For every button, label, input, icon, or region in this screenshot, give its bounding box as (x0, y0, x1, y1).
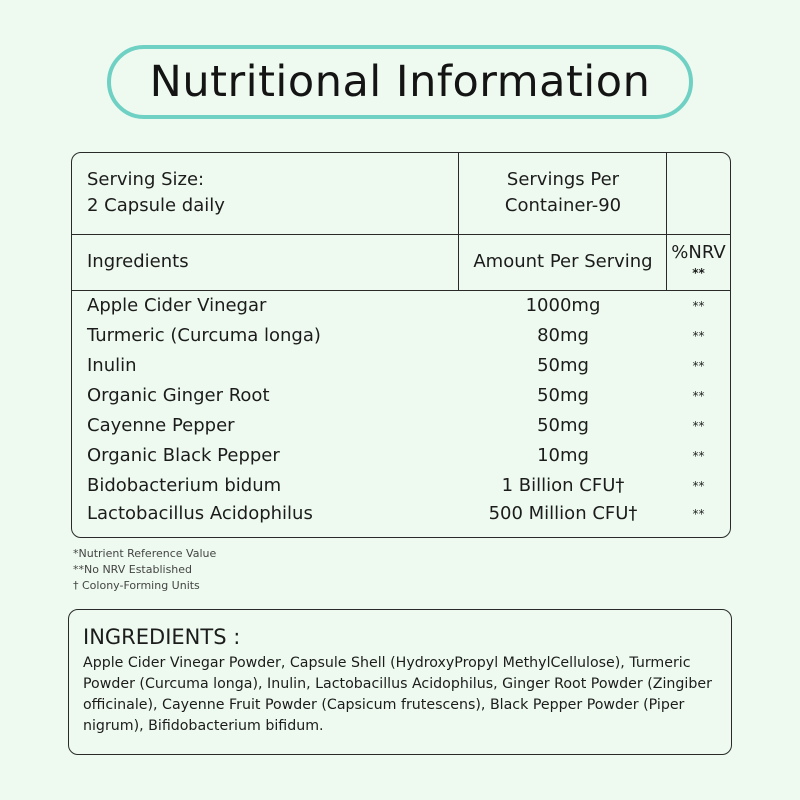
ingredient-nrv: ** (692, 329, 705, 343)
footnotes (73, 546, 216, 594)
servings-per-container (459, 167, 667, 219)
ingredient-name: Bidobacterium bidum (87, 475, 282, 496)
ingredient-amount: 50mg (537, 415, 589, 436)
ingredient-nrv: ** (692, 359, 705, 373)
ingredient-nrv: ** (692, 299, 705, 313)
nrv-header (667, 240, 730, 280)
ingredient-amount: 10mg (537, 445, 589, 466)
serving-size-label: Serving Size: (87, 169, 205, 190)
ingredient-amount: 80mg (537, 325, 589, 346)
ingredient-name: Organic Ginger Root (87, 385, 270, 406)
ingredient-nrv: ** (692, 419, 705, 433)
ingredient-name: Apple Cider Vinegar (87, 295, 267, 316)
ingredient-name: Turmeric (Curcuma longa) (87, 325, 321, 346)
table-row (72, 413, 730, 443)
nutrition-facts-table (71, 152, 731, 538)
page-title: Nutritional Information (107, 45, 693, 119)
nrv-header-mark: ** (692, 266, 705, 280)
footnote-no-nrv: **No NRV Established (73, 563, 193, 576)
ingredient-nrv: ** (692, 479, 705, 493)
ingredients-box (68, 609, 732, 755)
ingredient-name: Organic Black Pepper (87, 445, 280, 466)
ingredients-header: Ingredients (87, 251, 189, 272)
ingredient-amount: 1000mg (525, 295, 601, 316)
ingredient-name: Inulin (87, 355, 137, 376)
table-row (72, 353, 730, 383)
servings-per-value: Container-90 (504, 195, 622, 216)
ingredient-nrv: ** (692, 449, 705, 463)
ingredient-amount: 500 Million CFU† (488, 503, 638, 524)
footnote-nrv: *Nutrient Reference Value (73, 547, 217, 560)
ingredient-name: Lactobacillus Acidophilus (87, 503, 313, 524)
row-divider (72, 290, 730, 291)
nrv-header-label: %NRV (671, 242, 726, 263)
serving-size (87, 167, 225, 219)
servings-per-label: Servings Per (506, 169, 620, 190)
table-row (72, 443, 730, 473)
ingredient-name: Cayenne Pepper (87, 415, 235, 436)
row-divider (72, 234, 730, 235)
serving-size-value: 2 Capsule daily (87, 195, 225, 216)
amount-header: Amount Per Serving (473, 251, 653, 272)
ingredients-text: Apple Cider Vinegar Powder, Capsule Shell (HydroxyPropyl MethylCellulose), Turmeric Powder (Curcuma longa), Inulin, Lactobacillus Acidophilus, Ginger Root Powder (Zingiber officinale), Cayenne Fruit Powder (Capsicum frutescens), Black Pepper Powder (Piper nigrum), Bifidobacterium bifidum. (83, 655, 712, 734)
table-row (72, 383, 730, 413)
ingredient-nrv: ** (692, 389, 705, 403)
table-row (72, 473, 730, 503)
ingredient-amount: 50mg (537, 385, 589, 406)
table-row (72, 323, 730, 353)
table-row (72, 501, 730, 531)
table-row (72, 293, 730, 323)
ingredient-amount: 1 Billion CFU† (501, 475, 625, 496)
ingredient-nrv: ** (692, 507, 705, 521)
ingredients-title: INGREDIENTS : (83, 625, 241, 649)
ingredient-amount: 50mg (537, 355, 589, 376)
footnote-cfu: † Colony-Forming Units (73, 579, 200, 592)
